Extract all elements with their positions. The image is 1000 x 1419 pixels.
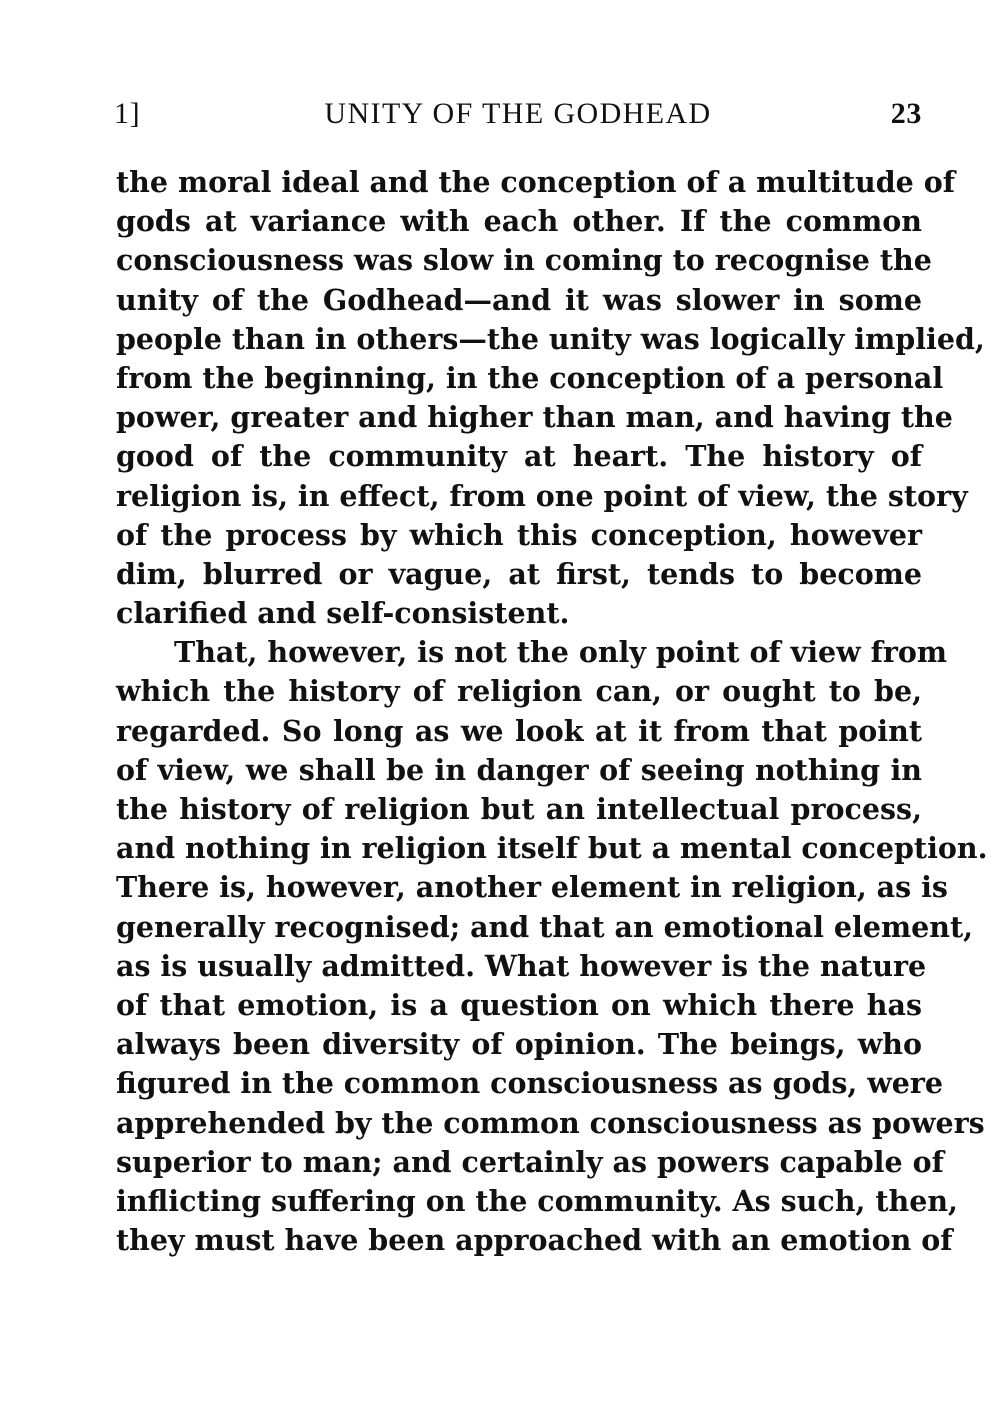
text-line: gods at variance with each other. If the common — [116, 204, 922, 239]
text-line: dim, blurred or vague, at first, tends to become — [116, 556, 922, 591]
text-line: consciousness was slow in coming to recognise the — [116, 243, 932, 278]
text-line: figured in the common consciousness as gods, were — [116, 1066, 944, 1101]
text-line: which the history of religion can, or ought to be, — [116, 674, 922, 709]
text-line: religion is, in effect, from one point of view, the story — [116, 478, 968, 513]
text-line: unity of the Godhead—and it was slower in some — [116, 282, 922, 317]
text-line: and nothing in religion itself but a mental conception. — [116, 831, 988, 866]
text-line: regarded. So long as we look at it from that point — [116, 713, 922, 748]
text-line: of the process by which this conception, however — [116, 517, 922, 552]
text-line: as is usually admitted. What however is the nature — [116, 948, 927, 983]
text-line: good of the community at heart. The history of — [116, 439, 922, 474]
text-line: people than in others—the unity was logically implied, — [116, 321, 985, 356]
paragraph-1 — [116, 163, 985, 633]
text-line: superior to man; and certainly as powers capable of — [116, 1144, 944, 1179]
text-line: clarified and self-consistent. — [116, 596, 570, 631]
text-line: generally recognised; and that an emotional element, — [116, 909, 974, 944]
text-line: the moral ideal and the conception of a multitude of — [116, 165, 955, 199]
text-line: apprehended by the common consciousness as powers — [116, 1105, 985, 1140]
page-number: 23 — [890, 97, 922, 130]
text-line: There is, however, another element in religion, as is — [116, 870, 948, 905]
running-head — [114, 92, 922, 136]
body-text — [116, 163, 988, 1260]
text-line: That, however, is not the only point of view from — [174, 635, 948, 670]
running-title: UNITY OF THE GODHEAD — [324, 97, 712, 130]
text-line: always been diversity of opinion. The beings, who — [116, 1027, 922, 1062]
text-line: power, greater and higher than man, and having the — [116, 400, 953, 435]
chapter-number: 1] — [114, 97, 141, 130]
text-line: inflicting suffering on the community. As such, then, — [116, 1183, 958, 1218]
paragraph-2 — [116, 633, 988, 1260]
text-line: from the beginning, in the conception of a personal — [116, 360, 944, 395]
text-line: they must have been approached with an emotion of — [116, 1223, 953, 1258]
text-line: of view, we shall be in danger of seeing nothing in — [116, 752, 922, 787]
text-line: of that emotion, is a question on which there has — [116, 987, 922, 1022]
text-line: the history of religion but an intellectual process, — [116, 792, 922, 826]
